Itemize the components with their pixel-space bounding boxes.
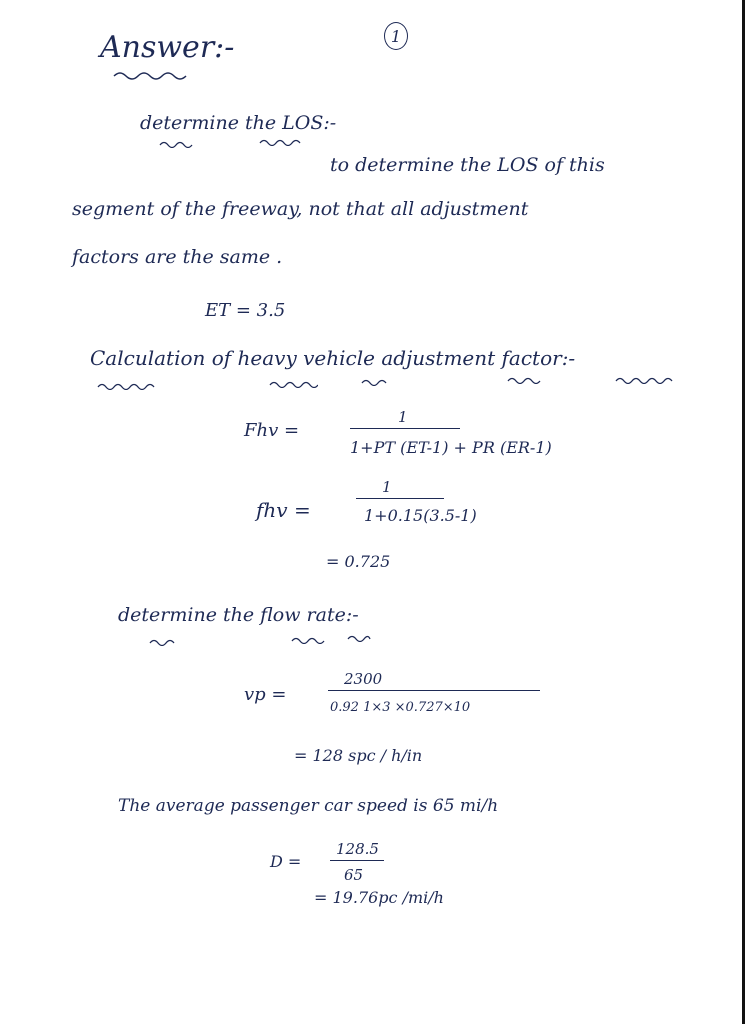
squiggle-underline: [112, 68, 192, 80]
vp-fraction-bar: [328, 690, 540, 691]
squiggle-underline: [290, 634, 330, 644]
fhv-sub-lhs: fhv =: [256, 498, 311, 522]
fhv-denominator: 1+PT (ET-1) + PR (ER-1): [350, 438, 552, 457]
fhv-lhs: Fhv =: [244, 420, 300, 441]
flow-heading: determine the flow rate:-: [118, 604, 359, 626]
squiggle-underline: [360, 376, 390, 386]
page-number: [384, 22, 408, 50]
squiggle-underline: [346, 632, 372, 642]
vp-numerator: 2300: [344, 670, 383, 688]
line-factors: factors are the same .: [72, 246, 283, 268]
line-segment: segment of the freeway, not that all adjustment: [72, 198, 529, 220]
squiggle-underline: [268, 378, 318, 388]
squiggle-underline: [258, 136, 304, 146]
vp-denominator: 0.92 1×3 ×0.727×10: [330, 700, 471, 715]
fhv-fraction-bar: [350, 428, 460, 429]
answer-heading: Answer:-: [100, 30, 235, 65]
density-result: = 19.76pc /mi/h: [314, 888, 444, 907]
vp-lhs: vp =: [244, 684, 287, 705]
squiggle-underline: [96, 380, 156, 390]
density-lhs: D =: [270, 852, 302, 871]
fhv-sub-result: = 0.725: [326, 552, 391, 571]
page-number-text: 1: [390, 26, 402, 46]
density-numerator: 128.5: [336, 840, 379, 858]
fhv-sub-fraction-bar: [356, 498, 444, 499]
squiggle-underline: [148, 636, 178, 646]
squiggle-underline: [158, 138, 194, 148]
density-denominator: 65: [344, 866, 364, 884]
fhv-sub-numerator: 1: [382, 478, 392, 496]
vp-result: = 128 spc / h/in: [294, 746, 423, 765]
squiggle-underline: [506, 374, 546, 384]
line-to-determine: to determine the LOS of this: [330, 154, 605, 176]
squiggle-underline: [614, 374, 674, 384]
fhv-numerator: 1: [398, 408, 408, 426]
density-fraction-bar: [330, 860, 384, 861]
et-value: ET = 3.5: [205, 300, 286, 321]
line-determine-los: determine the LOS:-: [140, 112, 337, 134]
fhv-sub-denominator: 1+0.15(3.5-1): [364, 506, 477, 525]
calc-heading: Calculation of heavy vehicle adjustment factor:-: [90, 346, 576, 370]
speed-line: The average passenger car speed is 65 mi/h: [118, 796, 499, 816]
